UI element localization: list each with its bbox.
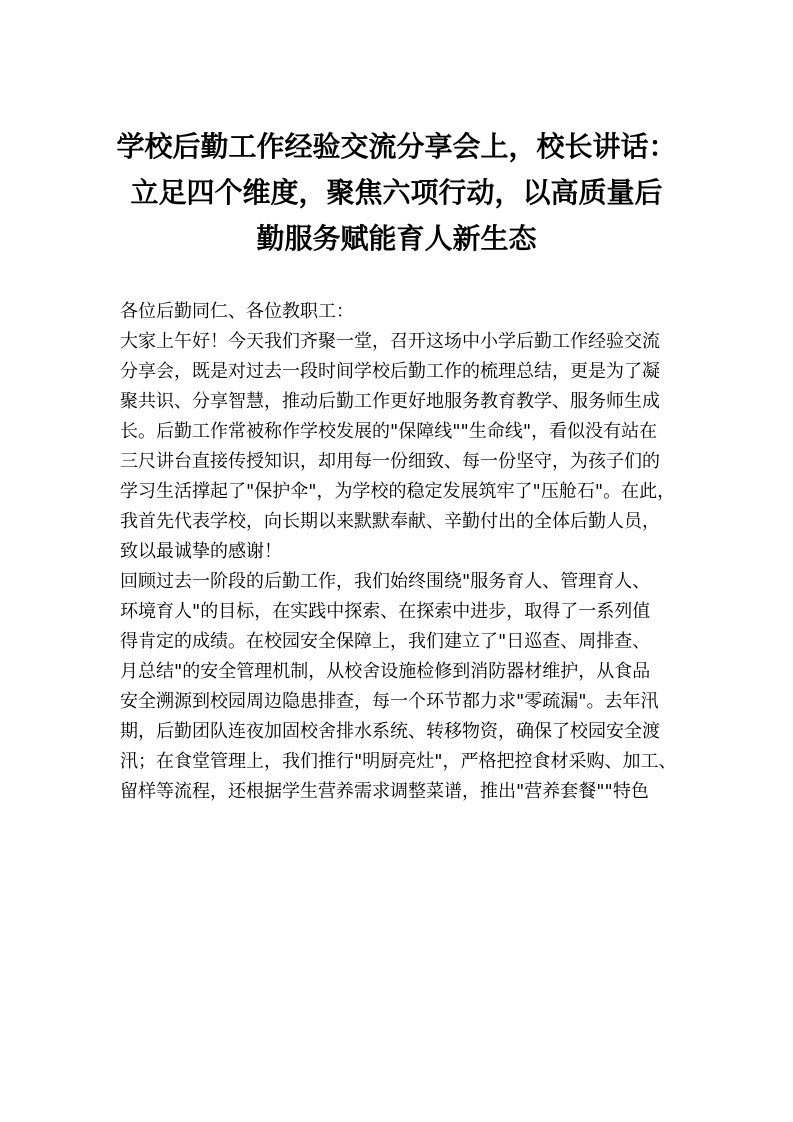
paragraph-line: 汛；在食堂管理上，我们推行"明厨亮灶"，严格把控食材采购、加工、 — [120, 751, 677, 772]
title-line: 立足四个维度，聚焦六项行动，以高质量后 — [130, 176, 663, 209]
paragraph-line: 得肯定的成绩。在校园安全保障上，我们建立了"日巡查、周排查、 — [120, 631, 651, 652]
paragraph-line: 学习生活撑起了"保护伞"，为学校的稳定发展筑牢了"压舱石"。在此， — [120, 481, 676, 502]
paragraph-greeting — [120, 327, 680, 567]
paragraph-line: 分享会，既是对过去一段时间学校后勤工作的梳理总结，更是为了凝 — [120, 361, 660, 382]
paragraph-line: 环境育人"的目标，在实践中探索、在探索中进步，取得了一系列值 — [120, 601, 651, 622]
document-body — [120, 297, 680, 807]
paragraph-line: 致以最诚挚的感谢！ — [120, 541, 282, 562]
paragraph-review — [120, 567, 680, 807]
paragraph-line: 安全溯源到校园周边隐患排查，每一个环节都力求"零疏漏"。去年汛 — [120, 691, 659, 712]
salutation — [120, 297, 680, 327]
salutation-line: 各位后勤同仁、各位教职工： — [120, 301, 354, 322]
title-line: 学校后勤工作经验交流分享会上，校长讲话： — [116, 130, 677, 163]
document-title — [100, 124, 693, 262]
paragraph-line: 月总结"的安全管理机制，从校舍设施检修到消防器材维护，从食品 — [120, 661, 651, 682]
paragraph-line: 长。后勤工作常被称作学校发展的"保障线""生命线"，看似没有站在 — [120, 421, 658, 442]
paragraph-line: 聚共识、分享智慧，推动后勤工作更好地服务教育教学、服务师生成 — [120, 391, 660, 412]
paragraph-line: 大家上午好！今天我们齐聚一堂，召开这场中小学后勤工作经验交流 — [120, 331, 660, 352]
paragraph-line: 期，后勤团队连夜加固校舍排水系统、转移物资，确保了校园安全渡 — [120, 721, 660, 742]
paragraph-line: 三尺讲台直接传授知识，却用每一份细致、每一份坚守，为孩子们的 — [120, 451, 660, 472]
paragraph-line: 回顾过去一阶段的后勤工作，我们始终围绕"服务育人、管理育人、 — [120, 571, 651, 592]
title-line: 勤服务赋能育人新生态 — [256, 222, 537, 255]
paragraph-line: 留样等流程，还根据学生营养需求调整菜谱，推出"营养套餐""特色 — [120, 781, 649, 802]
paragraph-line: 我首先代表学校，向长期以来默默奉献、辛勤付出的全体后勤人员， — [120, 511, 660, 532]
